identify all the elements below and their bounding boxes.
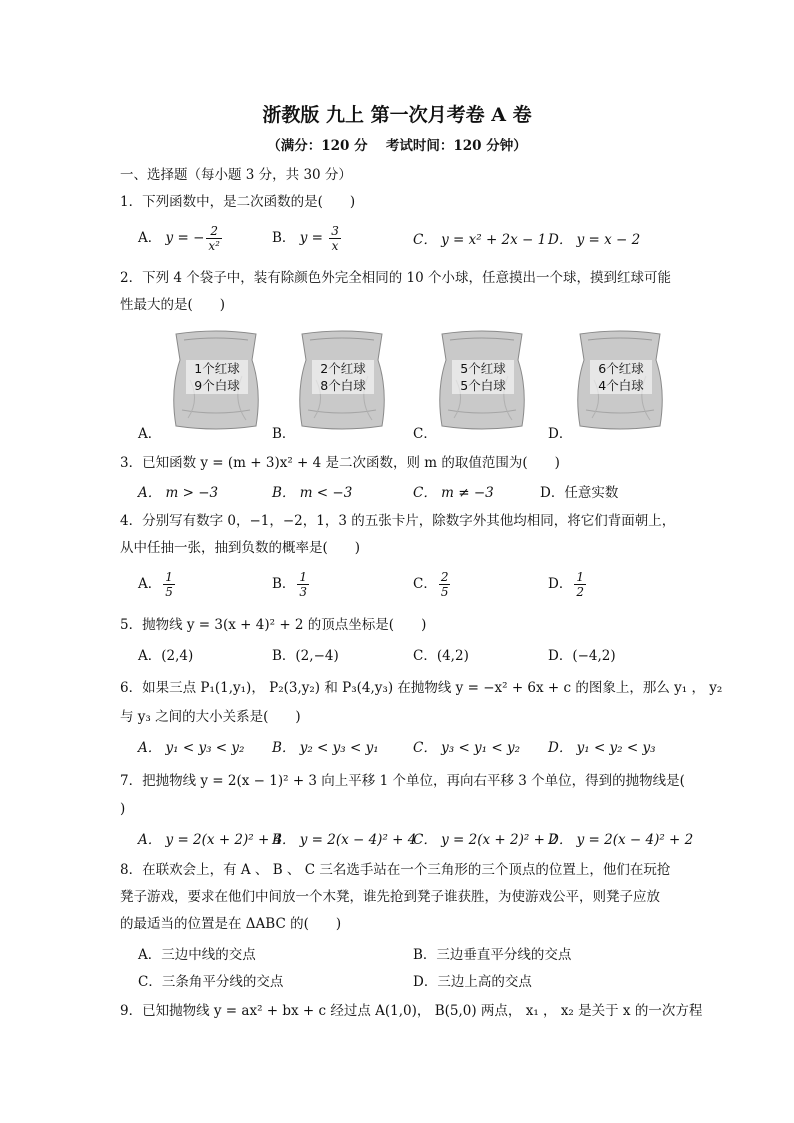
question-8-stem-line1: 8．在联欢会上，有 A 、 B 、 C 三名选手站在一个三角形的三个顶点的位置上，他们在玩抢 [120,862,671,878]
q6-option-c: C． y₃ < y₁ < y₂ [413,740,521,756]
bag-option-c-letter: C． [413,426,437,442]
denominator: 2 [576,585,584,599]
denominator: 3 [299,585,308,599]
option-math: y = [299,230,328,246]
section-heading: 一、选择题（每小题 3 分，共 30 分） [120,167,352,183]
bag-label-red: 6个红球 [590,360,652,377]
q8-option-c: C．三条角平分线的交点 [138,974,284,990]
numerator: 3 [331,224,339,238]
bag-c-image [436,330,528,430]
q1-option-b [272,224,343,253]
q5-option-a: A．(2,4) [138,648,194,664]
q7-option-d: D． y = 2(x − 4)² + 2 [548,832,694,848]
question-1-stem: 1．下列函数中，是二次函数的是( ) [120,194,356,210]
option-label: A． [138,230,162,246]
numerator: 2 [440,570,449,584]
q8-option-a: A．三边中线的交点 [138,947,256,963]
fraction [206,224,222,253]
numerator: 2 [206,224,222,239]
q3-option-c: C． m ≠ −3 [413,485,494,501]
q4-option-b [272,570,311,599]
option-label: B． [272,576,296,592]
fraction [439,570,451,599]
bag-label-red: 1个红球 [186,360,248,377]
q5-option-c: C．(4,2) [413,648,469,664]
q4-option-a [138,570,177,599]
q7-option-b: B． y = 2(x − 4)² + 4 [272,832,417,848]
question-3-stem: 3．已知函数 y = (m + 3)x² + 4 是二次函数，则 m 的取值范围为( ) [120,455,560,471]
bag-label-white: 5个白球 [452,377,514,394]
denominator: 5 [165,585,173,599]
question-4-stem-line1: 4．分别写有数字 0，−1，−2，1，3 的五张卡片，除数字外其他均相同，将它们背面朝上， [120,513,676,529]
fraction [163,570,175,599]
q1-option-d: D． y = x − 2 [548,232,641,248]
q3-option-b: B． m < −3 [272,485,353,501]
page-title: 浙教版 九上 第一次月考卷 A 卷 [262,104,532,126]
q6-option-d: D． y₁ < y₂ < y₃ [548,740,656,756]
q3-option-a: A． m > −3 [138,485,219,501]
q6-option-b: B． y₂ < y₃ < y₁ [272,740,379,756]
bag-a-image [170,330,262,430]
bag-label-red: 5个红球 [452,360,514,377]
q8-option-d: D．三边上高的交点 [413,974,532,990]
question-7-stem-line1: 7．把抛物线 y = 2(x − 1)² + 3 向上平移 1 个单位，再向右平移 3 个单位，得到的抛物线是( [120,773,685,789]
question-8-stem-line3: 的最适当的位置是在 ΔABC 的( ) [120,916,342,932]
option-label: A． [138,576,162,592]
bag-label-white: 4个白球 [590,377,652,394]
denominator: x [331,239,339,253]
question-5-stem: 5．抛物线 y = 3(x + 4)² + 2 的顶点坐标是( ) [120,617,427,633]
fraction [297,570,309,599]
bag-option-d-letter: D． [548,426,573,442]
q6-option-a: A． y₁ < y₃ < y₂ [138,740,245,756]
bag-label-red: 2个红球 [312,360,374,377]
q3-option-d: D．任意实数 [540,485,619,501]
numerator: 1 [576,570,584,584]
bag-option-b-letter: B． [272,426,296,442]
q7-option-a: A． y = 2(x + 2)² + 4 [138,832,283,848]
q1-option-a [138,224,224,253]
bag-label-white: 9个白球 [186,377,248,394]
numerator: 1 [299,570,308,584]
option-label: D． [548,576,573,592]
q1-option-c: C． y = x² + 2x − 1 [413,232,547,248]
denominator: 5 [440,585,449,599]
bag-b-image [296,330,388,430]
fraction [329,224,341,253]
question-2-stem-line2: 性最大的是( ) [120,297,226,313]
question-7-stem-line2: ) [120,801,126,817]
denominator: x² [208,239,220,253]
q4-option-c [413,570,452,599]
q4-option-d [548,570,588,599]
option-math: y = − [165,230,205,246]
fraction [574,570,586,599]
option-label: B． [272,230,296,246]
bag-d-image [574,330,666,430]
option-label: C． [413,576,437,592]
q8-option-b: B．三边垂直平分线的交点 [413,947,572,963]
question-9-stem-line1: 9．已知抛物线 y = ax² + bx + c 经过点 A(1,0)， B(5,0) 两点， x₁ ， x₂ 是关于 x 的一次方程 [120,1003,703,1019]
bag-option-a-letter: A． [138,426,162,442]
q7-option-c: C． y = 2(x + 2)² + 2 [413,832,558,848]
q5-option-d: D．(−4,2) [548,648,616,664]
question-4-stem-line2: 从中任抽一张，抽到负数的概率是( ) [120,540,361,556]
q5-option-b: B．(2,−4) [272,648,339,664]
page-subtitle: （满分：120 分 考试时间：120 分钟） [267,138,527,154]
bag-label-white: 8个白球 [312,377,374,394]
question-6-stem-line1: 6．如果三点 P₁(1,y₁)， P₂(3,y₂) 和 P₃(4,y₃) 在抛物线 y = −x² + 6x + c 的图象上，那么 y₁ ， y₂ [120,680,723,696]
question-8-stem-line2: 凳子游戏，要求在他们中间放一个木凳，谁先抢到凳子谁获胜，为使游戏公平，则凳子应放 [120,889,660,905]
question-6-stem-line2: 与 y₃ 之间的大小关系是( ) [120,709,301,725]
numerator: 1 [165,570,173,584]
question-2-stem-line1: 2．下列 4 个袋子中，装有除颜色外完全相同的 10 个小球，任意摸出一个球，摸到红球可能 [120,270,672,286]
